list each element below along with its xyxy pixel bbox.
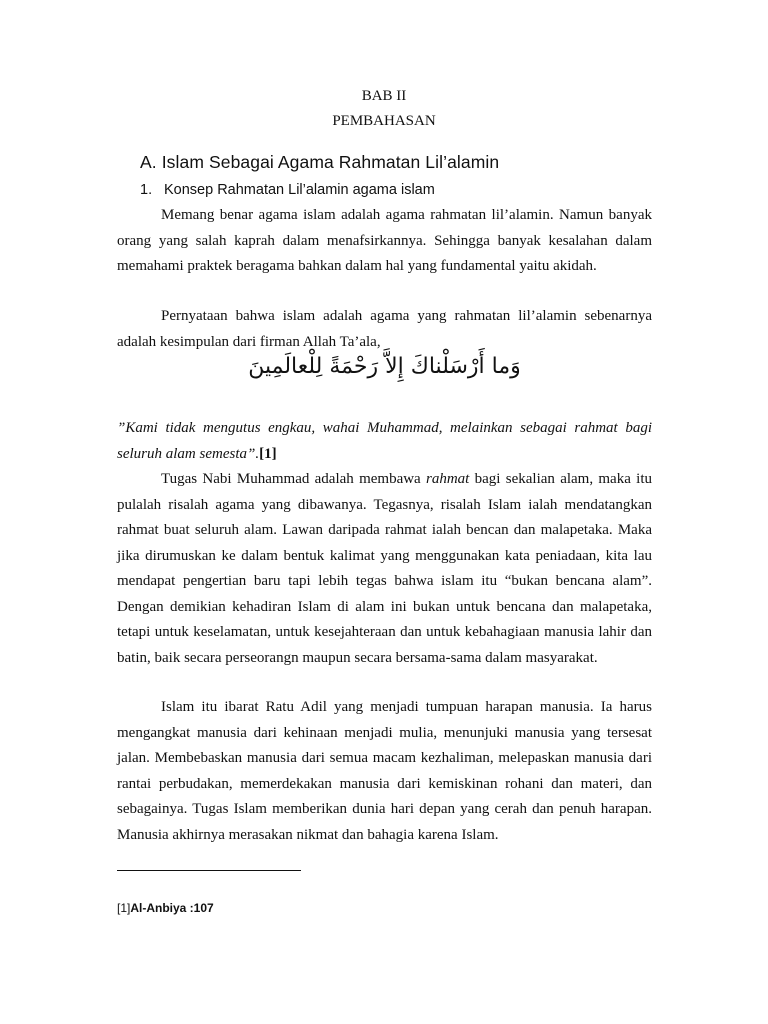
paragraph-3-text-a: Tugas Nabi Muhammad adalah membawa xyxy=(161,471,427,487)
chapter-label: BAB II xyxy=(361,88,407,104)
arabic-verse: وَما أَرْسَلْناكَ إِلاَّ رَحْمَةً لِلْعالَمِينَ xyxy=(248,354,521,379)
paragraph-2-text: Pernyataan bahwa islam adalah agama yang rahmatan lil’alamin sebenarnya adalah kesimpulan dari firman Allah Ta’ala, xyxy=(117,308,652,350)
paragraph-4 xyxy=(117,695,652,848)
paragraph-3 xyxy=(117,467,652,671)
footnote xyxy=(117,901,214,915)
chapter-title: PEMBAHASAN xyxy=(332,113,436,129)
verse-translation-text: ”Kami tidak mengutus engkau, wahai Muhammad, melainkan sebagai rahmat bagi seluruh alam semesta”. xyxy=(117,420,652,462)
paragraph-1 xyxy=(117,203,652,280)
section-heading-a: A. Islam Sebagai Agama Rahmatan Lil’alamin xyxy=(140,152,500,172)
verse-translation xyxy=(117,416,652,467)
footnote-text: Al-Anbiya :107 xyxy=(130,901,214,915)
paragraph-1-text: Memang benar agama islam adalah agama rahmatan lil’alamin. Namun banyak orang yang salah kaprah dalam menafsirkannya. Sehingga banyak kesalahan dalam memahami praktek beragama bahkan dalam hal yang fundamental yaitu akidah. xyxy=(117,207,652,274)
subsection-title: Konsep Rahmatan Lil’alamin agama islam xyxy=(164,182,435,198)
paragraph-2 xyxy=(117,304,652,355)
paragraph-3-italic: rahmat xyxy=(426,471,470,487)
footnote-marker[interactable]: [1] xyxy=(117,901,131,915)
footnote-separator xyxy=(117,870,301,871)
subsection-heading xyxy=(140,182,435,198)
paragraph-3-text-b: bagi sekalian alam, maka itu pulalah risalah agama yang dibawanya. Tegasnya, risalah Islam ialah mendatangkan rahmat buat seluruh alam. Lawan daripada rahmat ialah bencan dan malapetaka. Maka jika dirumuskan ke dalam bentuk kalimat yang menggunakan kata peniadaan, kita lau mendapat pengertian baru tapi lebih tegas bahwa islam itu “bukan bencana alam”. Dengan demikian kehadiran Islam di alam ini bukan untuk bencana dan malapetaka, tetapi untuk keselamatan, untuk kesejahteraan dan untuk kebahagiaan manusia lahir dan batin, baik secara perseorangn maupun secara bersama-sama dalam masyarakat. xyxy=(117,471,652,666)
subsection-number: 1. xyxy=(140,182,153,198)
paragraph-4-text: Islam itu ibarat Ratu Adil yang menjadi tumpuan harapan manusia. Ia harus mengangkat manusia dari kehinaan menjadi mulia, menunjuki manusia yang tersesat jalan. Membebaskan manusia dari semua macam kezhaliman, melepaskan manusia dari rantai perbudakan, memerdekakan manusia dari kemiskinan rohani dan materi, dan sebagainya. Tugas Islam memberikan dunia hari depan yang cerah dan penuh harapan. Manusia akhirnya merasakan nikmat dan bahagia karena Islam. xyxy=(117,699,652,843)
footnote-reference[interactable]: [1] xyxy=(259,445,277,462)
